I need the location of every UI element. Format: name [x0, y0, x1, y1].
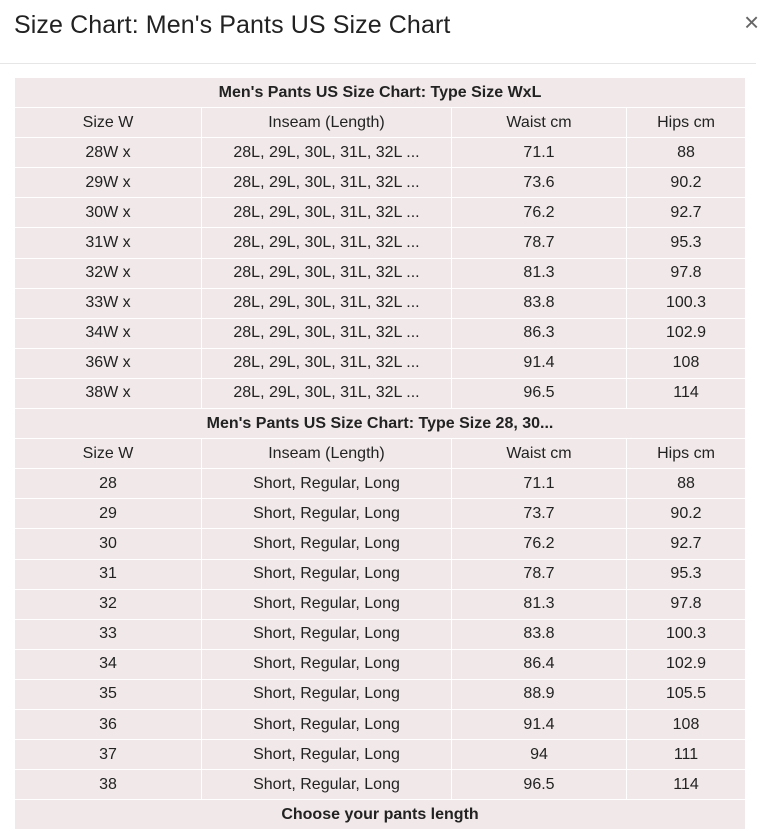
waist-cell: 86.3	[452, 318, 627, 348]
inseam-cell: 28L, 29L, 30L, 31L, 32L ...	[202, 228, 452, 258]
waist-cell: 81.3	[452, 589, 627, 619]
inseam-cell: Short, Regular, Long	[202, 679, 452, 709]
inseam-cell: Short, Regular, Long	[202, 559, 452, 589]
section-title-numeric: Men's Pants US Size Chart: Type Size 28, 30...	[15, 409, 746, 439]
inseam-cell: Short, Regular, Long	[202, 529, 452, 559]
inseam-cell: Short, Regular, Long	[202, 770, 452, 800]
size-cell: 36	[15, 709, 202, 739]
size-cell: 30W x	[15, 198, 202, 228]
hips-cell: 90.2	[627, 499, 746, 529]
table-row	[15, 740, 746, 770]
hips-cell: 92.7	[627, 529, 746, 559]
inseam-cell: Short, Regular, Long	[202, 740, 452, 770]
table-row	[15, 649, 746, 679]
section-title-row	[15, 800, 746, 830]
size-cell: 33W x	[15, 288, 202, 318]
table-row	[15, 529, 746, 559]
inseam-cell: 28L, 29L, 30L, 31L, 32L ...	[202, 348, 452, 378]
table-row	[15, 138, 746, 168]
hips-cell: 100.3	[627, 619, 746, 649]
waist-cell: 73.6	[452, 168, 627, 198]
table-row	[15, 168, 746, 198]
hips-cell: 111	[627, 740, 746, 770]
hips-cell: 95.3	[627, 559, 746, 589]
waist-cell: 91.4	[452, 348, 627, 378]
hips-cell: 95.3	[627, 228, 746, 258]
size-cell: 37	[15, 740, 202, 770]
waist-cell: 94	[452, 740, 627, 770]
table-row	[15, 258, 746, 288]
inseam-cell: Short, Regular, Long	[202, 619, 452, 649]
waist-cell: 96.5	[452, 378, 627, 408]
section-title-wxl: Men's Pants US Size Chart: Type Size WxL	[15, 78, 746, 108]
hips-cell: 108	[627, 348, 746, 378]
column-header-inseam: Inseam (Length)	[202, 108, 452, 138]
hips-cell: 92.7	[627, 198, 746, 228]
waist-cell: 88.9	[452, 679, 627, 709]
inseam-cell: Short, Regular, Long	[202, 469, 452, 499]
table-row	[15, 469, 746, 499]
close-icon[interactable]: ×	[744, 7, 760, 37]
table-row	[15, 589, 746, 619]
table-row	[15, 228, 746, 258]
size-cell: 28W x	[15, 138, 202, 168]
size-cell: 28	[15, 469, 202, 499]
modal-header	[0, 0, 760, 64]
size-cell: 38	[15, 770, 202, 800]
hips-cell: 102.9	[627, 649, 746, 679]
column-header-waist: Waist cm	[452, 108, 627, 138]
size-cell: 35	[15, 679, 202, 709]
hips-cell: 88	[627, 469, 746, 499]
table-row	[15, 709, 746, 739]
size-cell: 29	[15, 499, 202, 529]
table-row	[15, 378, 746, 408]
table-row	[15, 198, 746, 228]
size-cell: 38W x	[15, 378, 202, 408]
waist-cell: 83.8	[452, 619, 627, 649]
waist-cell: 76.2	[452, 198, 627, 228]
header-row	[15, 439, 746, 469]
waist-cell: 71.1	[452, 469, 627, 499]
section-title-row	[15, 409, 746, 439]
inseam-cell: 28L, 29L, 30L, 31L, 32L ...	[202, 378, 452, 408]
size-cell: 32	[15, 589, 202, 619]
waist-cell: 71.1	[452, 138, 627, 168]
section-title-row	[15, 78, 746, 108]
column-header-size: Size W	[15, 439, 202, 469]
hips-cell: 108	[627, 709, 746, 739]
waist-cell: 78.7	[452, 559, 627, 589]
table-row	[15, 679, 746, 709]
size-cell: 34	[15, 649, 202, 679]
waist-cell: 83.8	[452, 288, 627, 318]
inseam-cell: 28L, 29L, 30L, 31L, 32L ...	[202, 258, 452, 288]
hips-cell: 114	[627, 378, 746, 408]
inseam-cell: 28L, 29L, 30L, 31L, 32L ...	[202, 318, 452, 348]
waist-cell: 91.4	[452, 709, 627, 739]
waist-cell: 86.4	[452, 649, 627, 679]
size-cell: 29W x	[15, 168, 202, 198]
column-header-size: Size W	[15, 108, 202, 138]
table-row	[15, 288, 746, 318]
inseam-cell: Short, Regular, Long	[202, 589, 452, 619]
inseam-cell: Short, Regular, Long	[202, 499, 452, 529]
waist-cell: 96.5	[452, 770, 627, 800]
size-cell: 31	[15, 559, 202, 589]
size-cell: 36W x	[15, 348, 202, 378]
inseam-cell: Short, Regular, Long	[202, 709, 452, 739]
modal-title: Size Chart: Men's Pants US Size Chart	[14, 11, 451, 39]
hips-cell: 88	[627, 138, 746, 168]
table-row	[15, 318, 746, 348]
size-cell: 30	[15, 529, 202, 559]
inseam-cell: 28L, 29L, 30L, 31L, 32L ...	[202, 198, 452, 228]
hips-cell: 105.5	[627, 679, 746, 709]
column-header-waist: Waist cm	[452, 439, 627, 469]
table-row	[15, 559, 746, 589]
hips-cell: 102.9	[627, 318, 746, 348]
column-header-hips: Hips cm	[627, 108, 746, 138]
size-cell: 33	[15, 619, 202, 649]
column-header-hips: Hips cm	[627, 439, 746, 469]
column-header-inseam: Inseam (Length)	[202, 439, 452, 469]
inseam-cell: 28L, 29L, 30L, 31L, 32L ...	[202, 168, 452, 198]
size-chart-table	[14, 77, 746, 830]
table-row	[15, 619, 746, 649]
hips-cell: 90.2	[627, 168, 746, 198]
size-cell: 34W x	[15, 318, 202, 348]
header-row	[15, 108, 746, 138]
hips-cell: 100.3	[627, 288, 746, 318]
inseam-cell: Short, Regular, Long	[202, 649, 452, 679]
waist-cell: 81.3	[452, 258, 627, 288]
hips-cell: 97.8	[627, 258, 746, 288]
size-cell: 32W x	[15, 258, 202, 288]
hips-cell: 114	[627, 770, 746, 800]
table-row	[15, 348, 746, 378]
modal-content	[14, 77, 745, 830]
hips-cell: 97.8	[627, 589, 746, 619]
size-cell: 31W x	[15, 228, 202, 258]
waist-cell: 76.2	[452, 529, 627, 559]
waist-cell: 73.7	[452, 499, 627, 529]
section-title-length: Choose your pants length	[15, 800, 746, 830]
inseam-cell: 28L, 29L, 30L, 31L, 32L ...	[202, 288, 452, 318]
inseam-cell: 28L, 29L, 30L, 31L, 32L ...	[202, 138, 452, 168]
waist-cell: 78.7	[452, 228, 627, 258]
table-row	[15, 770, 746, 800]
size-chart-table-body	[15, 78, 746, 830]
table-row	[15, 499, 746, 529]
